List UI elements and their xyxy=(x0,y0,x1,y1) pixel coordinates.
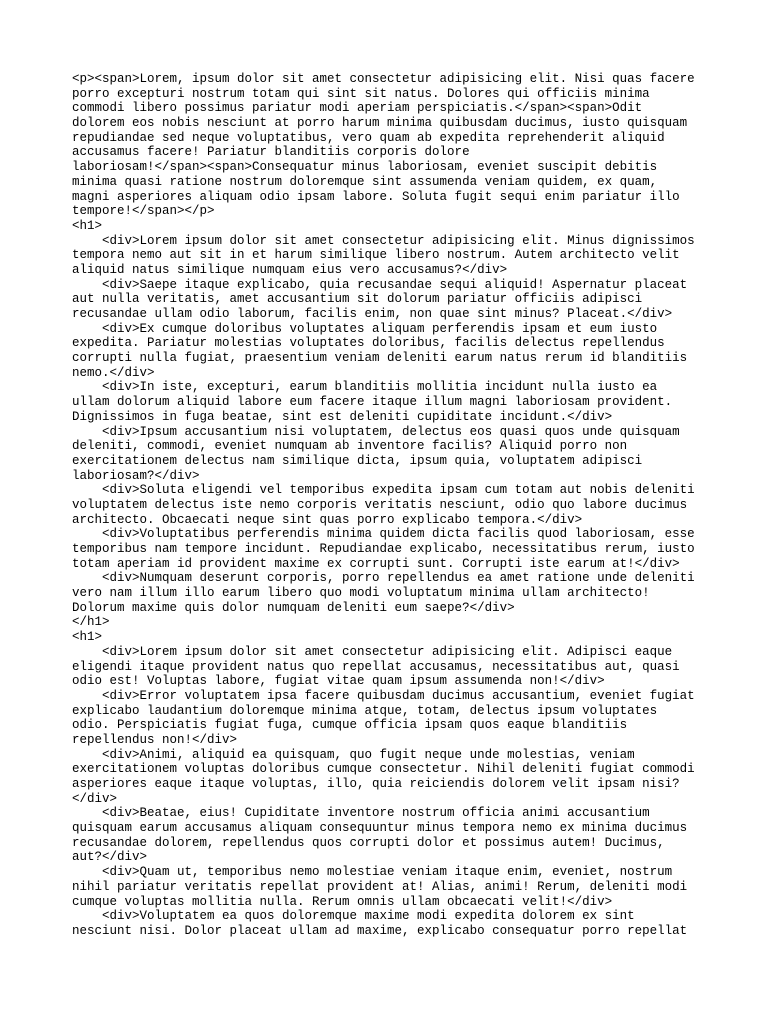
text-line: <div>Beatae, eius! Cupiditate inventore nostrum officia animi accusantium xyxy=(72,806,650,821)
text-line: <div>Lorem ipsum dolor sit amet consectetur adipisicing elit. Adipisci eaque xyxy=(72,644,673,659)
text-line: <div>Ipsum accusantium nisi voluptatem, delectus eos quasi quos unde quisquam xyxy=(72,424,680,439)
text-line: expedita. Pariatur molestias voluptates doloribus, facilis delectus repellendus xyxy=(72,336,665,351)
text-line: <div>Voluptatem ea quos doloremque maxime modi expedita dolorem ex sint xyxy=(72,909,635,924)
text-line: laboriosam!</span><span>Consequatur minus laboriosam, eveniet suscipit debitis xyxy=(72,160,658,175)
text-line: voluptatem delectus iste nemo corporis veritatis nesciunt, odio quo labore ducimus xyxy=(72,497,688,512)
text-line: eligendi itaque provident natus quo repellat accusamus, necessitatibus aut, quasi xyxy=(72,659,680,674)
text-line: explicabo laudantium doloremque minima atque, totam, delectus ipsum voluptates xyxy=(72,703,658,718)
text-line: odio. Perspiciatis fugiat fuga, cumque officia ipsam quos eaque blanditiis xyxy=(72,718,628,733)
text-line: cumque voluptas mollitia nulla. Rerum omnis ullam obcaecati velit!</div> xyxy=(72,894,613,909)
text-line: </h1> xyxy=(72,615,110,630)
text-line: <div>In iste, excepturi, earum blanditiis mollitia incidunt nulla iusto ea xyxy=(72,380,658,395)
text-line: exercitationem delectus nam similique dicta, ipsum quia, voluptatem adipisci xyxy=(72,453,643,468)
text-line: dolorem eos nobis nesciunt at porro harum minima quibusdam ducimus, iusto quisquam xyxy=(72,116,688,131)
text-line: <h1> xyxy=(72,630,103,645)
text-line: corrupti nulla fugiat, praesentium veniam deleniti earum natus rerum id blanditiis xyxy=(72,351,688,366)
text-line: <p><span>Lorem, ipsum dolor sit amet consectetur adipisicing elit. Nisi quas facere xyxy=(72,72,695,86)
text-line: commodi libero possimus pariatur modi aperiam perspiciatis.</span><span>Odit xyxy=(72,101,643,116)
text-line: aliquid natus similique numquam eius vero accusamus?</div> xyxy=(72,262,508,277)
text-line: quisquam earum accusamus aliquam consequuntur minus tempora nemo ex minima ducimus xyxy=(72,821,688,836)
text-line: laboriosam?</div> xyxy=(72,468,200,483)
text-line: ullam dolorum aliquid labore eum facere itaque illum magni laboriosam provident. xyxy=(72,395,673,410)
text-line: odio est! Voluptas labore, fugiat vitae quam ipsum assumenda non!</div> xyxy=(72,674,605,689)
document-page xyxy=(72,72,702,939)
text-line: temporibus nam tempore incidunt. Repudiandae explicabo, necessitatibus rerum, iusto xyxy=(72,542,695,556)
text-line: exercitationem voluptas doloribus cumque consectetur. Nihil deleniti fugiat commodi xyxy=(72,762,695,777)
text-line: nesciunt nisi. Dolor placeat ullam ad maxime, explicabo consequatur porro repellat xyxy=(72,923,688,938)
text-line: asperiores eaque itaque voluptas, illo, quia reiciendis dolorem velit ipsam nisi? xyxy=(72,777,680,791)
text-line: Dolorum maxime quis dolor numquam deleniti eum saepe?</div> xyxy=(72,600,515,615)
text-line: </div> xyxy=(72,791,118,806)
text-line: <div>Voluptatibus perferendis minima quidem dicta facilis quod laboriosam, esse xyxy=(72,527,695,542)
text-line: <h1> xyxy=(72,218,103,233)
text-line: <div>Numquam deserunt corporis, porro repellendus ea amet ratione unde deleniti xyxy=(72,571,695,586)
text-line: totam aperiam id provident maxime ex corrupti sunt. Corrupti iste earum at!</div> xyxy=(72,556,680,571)
text-line: tempore!</span></p> xyxy=(72,204,215,219)
text-line: porro excepturi nostrum totam qui sint sit natus. Dolores qui officiis minima xyxy=(72,86,650,101)
text-line: aut?</div> xyxy=(72,850,148,865)
text-line: <div>Error voluptatem ipsa facere quibusdam ducimus accusantium, eveniet fugiat xyxy=(72,688,695,703)
text-line: <div>Saepe itaque explicabo, quia recusandae sequi aliquid! Aspernatur placeat xyxy=(72,277,688,292)
text-line: nihil pariatur veritatis repellat provident at! Alias, animi! Rerum, deleniti modi xyxy=(72,879,688,894)
text-line: aut nulla veritatis, amet accusantium sit dolorum pariatur officiis adipisci xyxy=(72,292,643,307)
text-line: tempora nemo aut sit in et harum similique libero nostrum. Autem architecto velit xyxy=(72,248,680,263)
text-line: magni asperiores aliquam odio ipsam labore. Soluta fugit sequi enim pariatur illo xyxy=(72,189,680,204)
text-line: accusamus facere! Pariatur blanditiis corporis dolore xyxy=(72,145,470,160)
text-line: <div>Animi, aliquid ea quisquam, quo fugit neque unde molestias, veniam xyxy=(72,747,635,762)
text-line: repudiandae sed neque voluptatibus, vero quam ab expedita reprehenderit aliquid xyxy=(72,130,665,145)
text-line: recusandae dolorem, repellendus quos corrupti dolor et possimus autem! Ducimus, xyxy=(72,835,665,850)
text-line: Dignissimos in fuga beatae, sint est deleniti cupiditate incidunt.</div> xyxy=(72,409,613,424)
text-line: <div>Ex cumque doloribus voluptates aliquam perferendis ipsam et eum iusto xyxy=(72,321,658,336)
text-line: architecto. Obcaecati neque sint quas porro explicabo tempora.</div> xyxy=(72,512,583,527)
text-line: minima quasi ratione nostrum doloremque sint assumenda veniam quidem, ex quam, xyxy=(72,174,658,189)
text-line: deleniti, commodi, eveniet numquam ab inventore facilis? Aliquid porro non xyxy=(72,439,628,454)
text-line: recusandae ullam odio laborum, facilis enim, non quae sint minus? Placeat.</div> xyxy=(72,307,673,321)
text-line: nemo.</div> xyxy=(72,365,155,380)
text-line: repellendus non!</div> xyxy=(72,732,238,747)
text-line: <div>Quam ut, temporibus nemo molestiae veniam itaque enim, eveniet, nostrum xyxy=(72,865,673,880)
text-line: vero nam illum illo earum libero quo modi voluptatum minima ullam architecto! xyxy=(72,586,650,601)
text-line: <div>Soluta eligendi vel temporibus expedita ipsam cum totam aut nobis deleniti xyxy=(72,483,695,498)
text-line: <div>Lorem ipsum dolor sit amet consectetur adipisicing elit. Minus dignissimos xyxy=(72,233,695,248)
